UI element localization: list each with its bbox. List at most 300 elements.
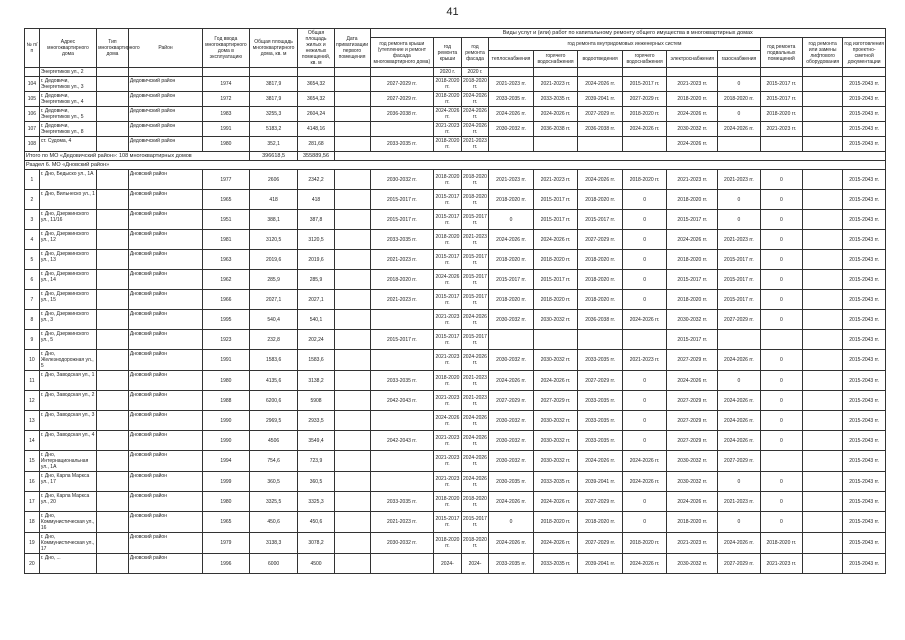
cell-heat: 2024-2026 гг. [489,533,534,554]
cell-gas: 2018-2020 гг. [718,92,760,107]
header-hot: горячего водоснабжения [533,51,578,68]
cell-year: 1991 [203,350,250,371]
cell-base: 0 [760,411,802,431]
cell-hot: 2024-2026 гг. [533,107,578,122]
cell-a1: 540,4 [249,310,298,330]
cell-addr: г. Дно, Дзержинского ул., 11/16 [39,210,96,230]
cell-cold [622,330,667,350]
cell-n: 13 [25,411,40,431]
cell-year: 1990 [203,431,250,451]
cell-lift [803,230,843,250]
cell-roof [370,472,434,492]
cell-design: 2015-2043 гг. [843,431,886,451]
cell-water: 2027-2029 гг. [578,533,623,554]
cell-priv [334,350,370,371]
cell-lift [803,391,843,411]
cell-gas: 2024-2026 гг. [718,533,760,554]
cell-elec: 2030-2032 гг. [667,310,718,330]
cell-priv [334,230,370,250]
cell-r: 2021-2023 гг. [435,123,460,135]
cell-base: 0 [760,170,802,190]
cell-type [97,210,129,230]
cell-type [97,371,129,391]
cell-heat: 2027-2029 гг. [489,391,534,411]
cell-hot: 2021-2023 гг. [533,170,578,190]
cell-n: 3 [25,210,40,230]
cell-water: 2039-2041 гг. [578,554,623,574]
cell-year: 1974 [203,77,250,92]
cell-addr: г. Дно, Карла Маркса ул., 17 [39,472,96,492]
cell-dist: Дновский район [128,431,202,451]
cell-design: 2015-2043 гг. [843,391,886,411]
cell-cold: 0 [622,391,667,411]
cell-dist: Дедовичский район [128,137,202,152]
cell-lift [803,492,843,512]
table-row [25,137,886,152]
cell-heat: 2030-2032 гг. [489,310,534,330]
header-roof: год ремонта крыши (утепление и ремонт фасада многоквартирного дома) [370,38,434,68]
cell-heat: 2018-2020 гг. [489,190,534,210]
cell-elec: 2030-2032 гг. [667,122,718,137]
cell-base: 2021-2023 гг. [760,554,802,574]
table-row [25,431,886,451]
cell-roof: 2021-2023 гг. [370,512,434,533]
cell-base [760,330,802,350]
cell-design: 2015-2043 гг. [843,190,886,210]
cell-a1: 1583,6 [249,350,298,371]
cell-roof: 2027-2029 гг. [370,77,434,92]
cell-r: 2024- [434,554,462,574]
cell-cold: 0 [622,431,667,451]
cell-a1: 4506 [249,431,298,451]
header-engineering-group: год ремонта внутридомовых инженерных систем [489,38,760,51]
cell-f: 2015-2017 гг. [461,270,489,290]
cell-lift [803,512,843,533]
cell-a1: 285,9 [249,270,298,290]
cell-lift [803,270,843,290]
cell-priv [334,107,370,122]
cell-elec: 2030-2032 гг. [667,554,718,574]
cell-hot: 2033-2035 гг. [533,472,578,492]
cell-dist: Дновский район [128,310,202,330]
cell-cold: 2024-2026 гг. [622,122,667,137]
cell-type [97,411,129,431]
cell-water: 2033-2035 гг. [578,350,623,371]
cell-gas: 2024-2026 гг. [718,411,760,431]
cell-heat: 2024-2026 гг. [489,230,534,250]
cell-year: 1994 [203,451,250,472]
cell-n: 7 [25,290,40,310]
cell-gas: 0 [718,190,760,210]
cell-addr: г. Дедовичи, Энергетиков ул., 8 [39,122,96,137]
cell-gas: 0 [718,107,760,122]
cell-heat: 2033-2035 гг. [489,554,534,574]
cell-elec: 2024-2026 гг. [667,371,718,391]
cell-roof: 2021-2023 гг. [370,250,434,270]
cell-priv [334,137,370,152]
cell-gas: 2021-2023 гг. [718,170,760,190]
cell-lift [803,411,843,431]
cell-priv [334,68,370,77]
cell-n: 8 [25,310,40,330]
cell-design: 2015-2043 гг. [843,290,886,310]
cell-gas: 2015-2017 гг. [718,250,760,270]
cell-cold: 0 [622,290,667,310]
cell-heat: 2021-2023 гг. [489,77,534,92]
cell-dist: Дновский район [128,250,202,270]
cell-gas [718,137,760,152]
cell-design: 2015-2043 гг. [843,122,886,137]
cell-a1: 3325,5 [249,492,298,512]
cell-a1: 2969,5 [249,411,298,431]
cell-priv [334,290,370,310]
cell-lift [803,350,843,371]
cell-heat: 2024-2026 гг. [489,107,534,122]
cell-type [97,190,129,210]
cell-hot: 2021-2023 гг. [533,77,578,92]
cell-heat: 2021-2023 гг. [489,170,534,190]
cell-addr: г. Дно, Коммунистическая ул., 17 [39,533,96,554]
cell-addr: г. Дедовичи, Энергетиков ул., 5 [39,107,96,122]
cell-gas: 2027-2029 гг. [718,554,760,574]
cell-type [97,533,129,554]
cell-dist: Дновский район [128,554,202,574]
cell-priv [334,122,370,137]
cell-addr: г. Дедовичи, Энергетиков ул., 4 [39,92,96,107]
cell-f: 2024-2026 гг. [463,93,487,105]
cell-priv [334,77,370,92]
header-date-priv: Дата приватизации первого помещения [334,29,370,68]
table-row [25,411,886,431]
cell-roof [370,554,434,574]
cell-addr: г. Дно, Дзержинского ул., 5 [39,330,96,350]
cell-lift [803,554,843,574]
cell-base: 0 [760,431,802,451]
cell-a1: 5183,2 [249,122,298,137]
cell-type [97,451,129,472]
table-row [25,290,886,310]
cell-design: 2015-2043 гг. [843,371,886,391]
cell-lift [803,122,843,137]
cell-base: 2018-2020 гг. [760,533,802,554]
cell-year: 1966 [203,290,250,310]
cell-type [97,431,129,451]
cell-a1: 754,6 [249,451,298,472]
cell-priv [334,451,370,472]
cell-dist: Дновский район [128,533,202,554]
cell-addr: г. Дно, Заводская ул., 1 [39,371,96,391]
cell-design: 2015-2043 гг. [843,230,886,250]
table-row [25,122,886,137]
cell-n: 11 [25,371,40,391]
cell-n: 17 [25,492,40,512]
cell-cold: 0 [622,371,667,391]
cell-n: 108 [25,137,40,152]
cell-year: 1980 [203,371,250,391]
cell-addr: г. Дно, Интернациональная ул., 1А [39,451,96,472]
table-row [25,472,886,492]
cell-f: 2021-2023 гг. [461,230,489,250]
table-row [25,210,886,230]
cell-a1: 6000 [249,554,298,574]
total-row [25,152,886,161]
cell-water: 2033-2035 гг. [578,391,623,411]
cell-base: 2021-2023 гг. [760,122,802,137]
cell-gas [718,68,760,77]
cell-design: 2015-2043 гг. [843,270,886,290]
cell-elec: 2015-2017 гг. [667,330,718,350]
cell-cold [622,68,667,77]
cell-water: 2033-2035 гг. [578,411,623,431]
cell-r: 2015-2017 гг. [434,512,462,533]
cell-elec: 2021-2023 гг. [667,77,718,92]
cell-dist: Дедовичский район [128,107,202,122]
cell-type [97,137,129,152]
cell-addr: г. Дно, Дзержинского ул., 12 [39,230,96,250]
cell-f: 2020 г. [461,68,489,77]
section-label: Раздел 6. МО «Дновский район» [25,161,886,170]
cell-water: 2018-2020 гг. [578,190,623,210]
cell-dist: Дновский район [128,330,202,350]
cell-design: 2015-2043 гг. [843,350,886,371]
cell-a2: 2604,24 [298,107,334,122]
cell-heat: 2033-2035 гг. [489,92,534,107]
cell-f: 2015-2017 гг. [461,210,489,230]
cell-addr: г. Дно, ... [39,554,96,574]
cell-hot: 2018-2020 гг. [533,290,578,310]
cell-r: 2021-2023 гг. [434,310,462,330]
cell-type [97,472,129,492]
cell-water: 2018-2020 гг. [578,250,623,270]
cell-year [203,68,250,77]
cell-type [97,170,129,190]
cell-gas: 2021-2023 гг. [718,492,760,512]
cell-n: 20 [25,554,40,574]
dno-rows [25,170,886,574]
cell-base: 2015-2017 гг. [760,77,802,92]
cell-r: 2018-2020 гг. [434,230,462,250]
cell-r: 2015-2017 гг. [434,210,462,230]
cell-heat [489,330,534,350]
cell-a2: 450,6 [298,512,334,533]
cell-base: 0 [760,210,802,230]
cell-a2: 202,24 [298,330,334,350]
cell-dist: Дновский район [128,391,202,411]
cell-year: 1999 [203,472,250,492]
cell-base: 0 [760,512,802,533]
cell-base: 0 [760,230,802,250]
cell-design: 2015-2043 гг. [843,330,886,350]
table-row [25,330,886,350]
table-row [25,554,886,574]
cell-gas: 0 [718,472,760,492]
cell-base: 0 [760,310,802,330]
cell-type [97,68,129,77]
cell-addr: ст. Судома, 4 [39,137,96,152]
cell-base: 0 [760,472,802,492]
cell-a1 [249,68,298,77]
cell-priv [334,250,370,270]
cell-design: 2015-2043 гг. [843,451,886,472]
table-row [25,250,886,270]
cell-elec: 2024-2026 гг. [667,230,718,250]
cell-hot: 2018-2020 гг. [533,512,578,533]
cell-a1: 2027,1 [249,290,298,310]
cell-year: 1980 [203,137,250,152]
cell-type [97,122,129,137]
cell-year: 1962 [203,270,250,290]
cell-gas: 0 [718,210,760,230]
cell-roof [370,451,434,472]
cell-priv [334,391,370,411]
cell-year: 1965 [203,512,250,533]
cell-year: 1981 [203,230,250,250]
totals-section [25,152,886,170]
cell-gas: 2015-2017 гг. [718,290,760,310]
cell-f: 2024-2026 гг. [461,472,489,492]
cell-lift [803,330,843,350]
cell-addr: г. Дно, Дзержинского ул., 14 [39,270,96,290]
cell-base: 0 [760,492,802,512]
cell-type [97,492,129,512]
cell-roof: 2033-2035 гг. [370,492,434,512]
header-area-total: Общая площадь многоквартирного дома, кв. м [249,29,298,68]
cell-roof [370,310,434,330]
cell-dist: Дновский район [128,512,202,533]
total-area: 396618,5 [249,152,298,161]
cell-f: 2018-2020 гг. [461,492,489,512]
cell-cold: 0 [622,250,667,270]
cell-priv [334,554,370,574]
cell-roof: 2042-2043 гг. [370,391,434,411]
cell-r: 2018-2020 гг. [434,170,462,190]
cell-f: 2024-2026 гг. [461,431,489,451]
cell-gas: 0 [718,77,760,92]
cell-r: 2024-2026 гг. [434,270,462,290]
cell-dist: Дедовичский район [128,122,202,137]
cell-cold: 0 [622,512,667,533]
cell-design [843,68,886,77]
header-type: Тип многоквартирного дома [97,29,129,68]
cell-roof: 2015-2017 гг. [370,190,434,210]
cell-hot: 2024-2026 гг. [533,371,578,391]
cell-f: 2024-2026 гг. [461,411,489,431]
cell-n: 9 [25,330,40,350]
cell-hot: 2015-2017 гг. [533,270,578,290]
header-facade: год ремонта фасада [461,38,489,68]
cell-r: 2018-2020 гг. [435,78,460,90]
cell-hot: 2030-2032 гг. [533,310,578,330]
cell-cold: 0 [622,230,667,250]
cell-dist: Дедовичский район [128,92,202,107]
cell-f: 2021-2023 гг. [461,391,489,411]
cell-r: 2018-2020 гг. [434,371,462,391]
table-row [25,512,886,533]
cell-priv [334,190,370,210]
cell-hot: 2018-2020 гг. [533,250,578,270]
cell-base: 0 [760,290,802,310]
cell-lift [803,310,843,330]
cell-roof [370,350,434,371]
cell-heat: 2030-2032 гг. [489,411,534,431]
cell-a2 [298,68,334,77]
cell-a2: 387,8 [298,210,334,230]
header-year: Год ввода многоквартирного дома в эксплуатацию [203,29,250,68]
cell-water [578,68,623,77]
cell-design: 2015-2043 гг. [843,250,886,270]
cell-f: 2015-2017 гг. [461,330,489,350]
cell-f: 2018-2020 гг. [461,170,489,190]
cell-addr: г. Дно, Железнодорожная ул., 5 [39,350,96,371]
cell-heat: 0 [489,210,534,230]
cell-a1: 6200,6 [249,391,298,411]
cell-dist: Дновский район [128,411,202,431]
cell-r: 2020 г. [434,68,462,77]
cell-water: 2024-2026 гг. [578,451,623,472]
cell-elec: 2027-2029 гг. [667,411,718,431]
cell-year: 1965 [203,190,250,210]
cell-gas: 2021-2023 гг. [718,230,760,250]
cell-elec: 2018-2020 гг. [667,92,718,107]
cell-f: 2018-2020 гг. [461,190,489,210]
cell-priv [334,330,370,350]
cell-lift [803,451,843,472]
cell-n: 18 [25,512,40,533]
cell-water: 2033-2035 гг. [578,431,623,451]
cell-base: 0 [760,250,802,270]
cell-roof [370,68,434,77]
cell-f: 2024-2026 гг. [463,108,487,120]
cell-base: 0 [760,190,802,210]
cell-year: 1951 [203,210,250,230]
cell-elec [667,68,718,77]
cell-dist: Дновский район [128,350,202,371]
cell-hot [533,137,578,152]
cell-n: 19 [25,533,40,554]
cell-lift [803,533,843,554]
cell-priv [334,310,370,330]
cell-design: 2015-2043 гг. [843,170,886,190]
cell-f: 2018-2020 гг. [461,533,489,554]
cell-lift [803,472,843,492]
cell-water: 2036-2038 гг. [578,310,623,330]
cell-cold: 2018-2020 гг. [622,170,667,190]
cell-year: 1983 [203,107,250,122]
cell-a1: 2019,6 [249,250,298,270]
cell-a2: 4148,16 [298,122,334,137]
cell-hot: 2030-2032 гг. [533,350,578,371]
cell-base [760,451,802,472]
cell-cold: 0 [622,210,667,230]
cell-cold: 0 [622,270,667,290]
header-address: Адрес многоквартирного дома [39,29,96,68]
cell-heat: 2030-2032 гг. [489,350,534,371]
cell-lift [803,137,843,152]
cell-roof [370,122,434,137]
cell-cold: 0 [622,411,667,431]
cell-r: 2024-2026 гг. [435,108,460,120]
cell-a1: 360,5 [249,472,298,492]
cell-heat [489,137,534,152]
cell-elec: 2030-2032 гг. [667,472,718,492]
cell-type [97,391,129,411]
cell-water [578,330,623,350]
cell-priv [334,210,370,230]
cell-a1: 3817,9 [249,77,298,92]
cell-r: 2018-2020 гг. [435,93,460,105]
cell-addr: г. Дедовичи, Энергетиков ул., 3 [39,77,96,92]
cell-a2: 3078,2 [298,533,334,554]
